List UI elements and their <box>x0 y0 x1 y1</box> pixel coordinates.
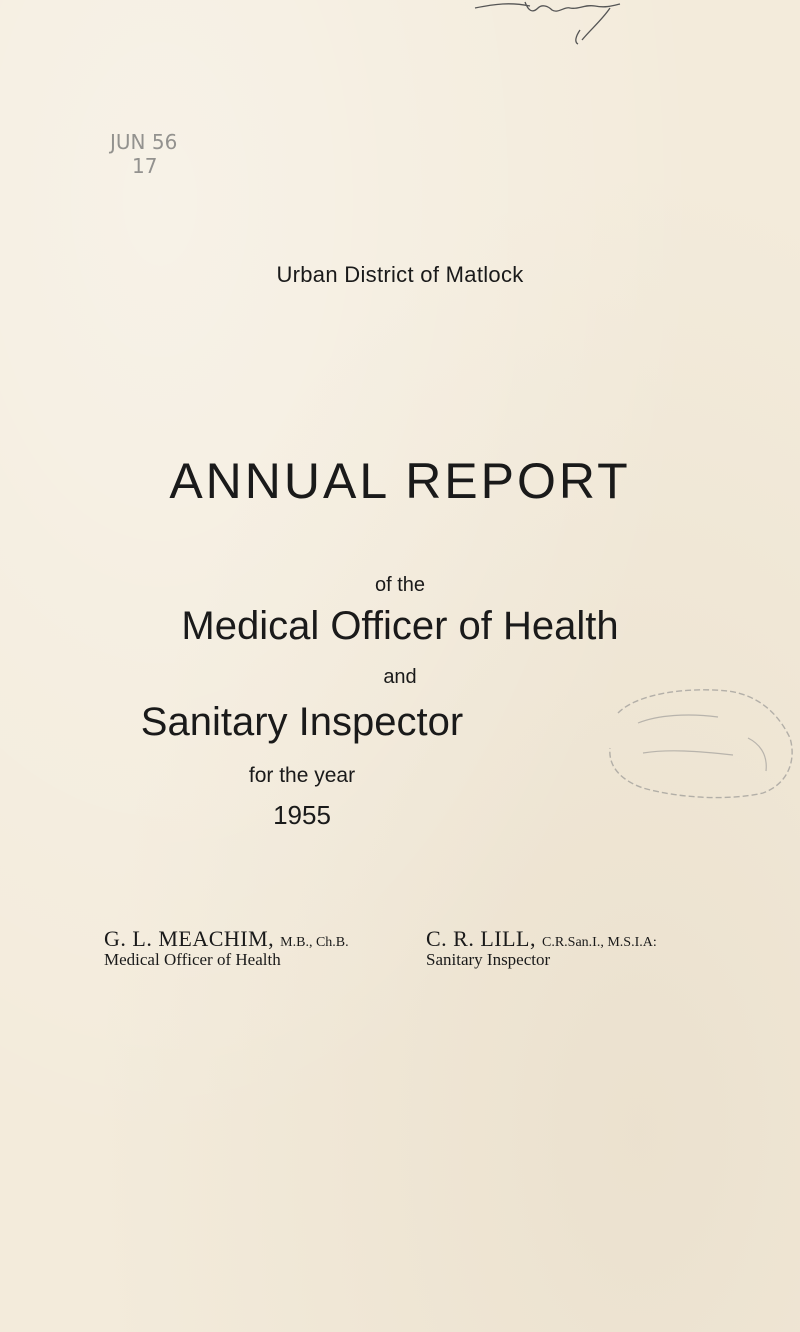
date-received-stamp <box>110 130 177 178</box>
and-text: and <box>383 666 417 688</box>
signatory-role: Sanitary Inspector <box>426 950 551 969</box>
district-name: Urban District of Matlock <box>276 262 524 287</box>
subject-sanitary-inspector: Sanitary Inspector <box>140 700 464 744</box>
handwritten-annotation <box>470 0 630 50</box>
signatory-qualifications: C.R.San.I., M.S.I.A: <box>542 935 657 950</box>
signatory-sanitary-inspector <box>426 926 657 970</box>
date-stamp-line1: JUN 56 <box>110 130 178 154</box>
library-stamp <box>598 683 798 803</box>
subject-medical-officer: Medical Officer of Health <box>181 604 619 648</box>
of-the-text: of the <box>374 574 426 596</box>
signatory-name: G. L. MEACHIM, <box>104 926 275 951</box>
for-the-year-text: for the year <box>248 764 356 787</box>
signatory-medical-officer <box>104 926 349 970</box>
signatory-name: C. R. LILL, <box>426 926 536 951</box>
signatory-role: Medical Officer of Health <box>104 950 281 969</box>
date-stamp-line2: 17 <box>132 154 158 178</box>
signatory-qualifications: M.B., Ch.B. <box>280 935 349 950</box>
report-title: ANNUAL REPORT <box>169 453 631 509</box>
report-year: 1955 <box>273 800 331 830</box>
